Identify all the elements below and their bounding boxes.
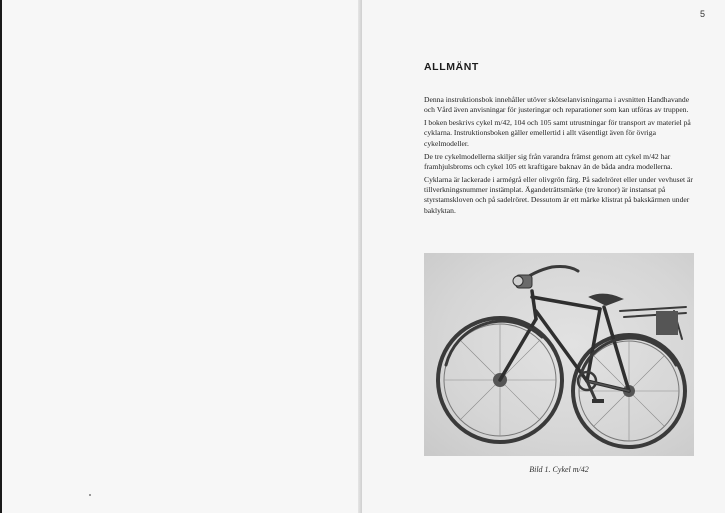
paragraph: De tre cykelmodellerna skiljer sig från varandra främst genom att cykel m/42 har framhjulsbroms och cykel 105 ett kraftigare baknav än de båda andra modellerna.	[424, 151, 673, 171]
page-number: 5	[699, 9, 705, 19]
section-heading: ALLMÄNT	[424, 61, 479, 73]
front-mudguard	[446, 321, 542, 365]
page-speck	[89, 494, 91, 496]
figure-caption: Bild 1. Cykel m/42	[529, 465, 589, 474]
paragraph: Cyklarna är lackerade i armégrå eller olivgrön färg. På sadelröret eller under vevhuset är tillverkningsnummer instämplat. Ägandeträttsmärke (tre kronor) är instansat på styrstamskloven och på sadelröret. Dessutom är ett märke klistrat på bakskärmen under baklyktan.	[424, 175, 693, 215]
rear-box	[656, 311, 678, 335]
bicycle-illustration	[424, 253, 694, 456]
left-page	[0, 0, 362, 513]
paragraph: Denna instruktionsbok innehåller utöver skötselanvisningarna i avsnitten Handhavande och Vård även anvisningar för justeringar och reparationer som kan utföras av truppen.	[424, 95, 690, 115]
paragraph: I boken beskrivs cykel m/42, 104 och 105 samt utrustningar för transport av materiel på cyklarna. Instruktionsboken gäller emellertid i allt väsentligt även för övriga cykelmodeller.	[424, 118, 691, 148]
bicycle-photo	[424, 253, 694, 456]
saddle	[590, 294, 622, 305]
body-text	[424, 95, 695, 219]
